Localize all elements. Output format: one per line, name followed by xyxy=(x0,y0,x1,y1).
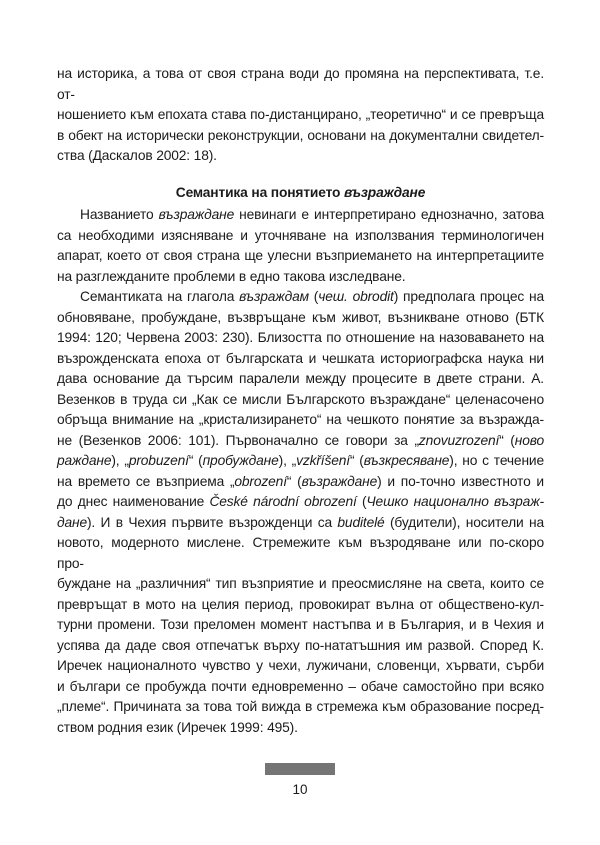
text-segment: дава основание да търсим паралели между процесите в двете страни. А. xyxy=(57,371,544,386)
emphasized-text: Чешко национално възраж- xyxy=(366,494,544,509)
text-segment: ) и по-точно известното и xyxy=(377,473,544,489)
text-line xyxy=(57,64,544,105)
text-segment: новото, модерното мислене. Стремежите към възродяване или по-скоро про- xyxy=(57,535,544,571)
text-segment: “ ( xyxy=(188,453,203,468)
text-segment: “ ( xyxy=(349,453,364,468)
emphasized-text: probuzení xyxy=(128,453,189,468)
emphasized-text: пробуждане xyxy=(202,453,279,468)
text-line xyxy=(57,226,544,247)
emphasized-text: раждане xyxy=(57,453,112,468)
text-segment: ством родния език (Иречек 1999: 495). xyxy=(57,719,298,735)
text-segment: обновяване, пробуждане, възвръщане към живот, възникване отново (БТК xyxy=(57,309,544,325)
text-line xyxy=(57,697,544,718)
emphasized-text: České národní obrození xyxy=(209,494,357,509)
text-segment: Семантика на понятието xyxy=(175,184,344,200)
text-segment: в обект на исторически реконструкции, основани на документални свидетел- xyxy=(57,127,544,143)
text-segment: буждане на „различния“ тип възприятие и преосмисляне на света, които се xyxy=(57,576,544,591)
text-segment: ), но с течение xyxy=(449,453,544,468)
emphasized-text: znovuzrození xyxy=(418,432,500,448)
text-segment: успява да даде своя отпечатък върху по-нататъшния им развой. Според К. xyxy=(57,637,544,653)
paragraph xyxy=(57,205,544,287)
page-number: 10 xyxy=(292,782,308,797)
text-segment: „племе“. Причината за това той вижда в стремежа към образование посред- xyxy=(57,699,544,714)
text-segment: Иречек националното чувство у чехи, лужичани, словенци, хървати, сърби xyxy=(57,658,544,673)
section-heading xyxy=(57,183,544,204)
text-line xyxy=(57,183,544,204)
text-segment: Семантиката на глагола xyxy=(80,289,240,304)
text-line xyxy=(57,246,544,267)
text-segment: ства (Даскалов 2002: 18). xyxy=(57,148,217,163)
text-line xyxy=(57,451,544,472)
emphasized-text: vzkříšení xyxy=(296,453,350,468)
text-segment: “ ( xyxy=(499,432,515,448)
text-segment: са необходими изясняване и уточняване на използвания терминологичен xyxy=(57,227,544,243)
text-segment: превръщат в мото на целия период, провокират вълна от обществено-кул- xyxy=(57,596,544,612)
text-segment: ношението към епохата става по-дистанцирано, „теоретично“ и се превръща xyxy=(57,107,544,122)
text-segment: “ ( xyxy=(286,473,302,489)
text-segment: обръща внимание на „кристализирането“ на чешкото понятие за възражда- xyxy=(57,412,544,427)
text-line xyxy=(57,410,544,431)
emphasized-text: чеш. obrodit xyxy=(318,289,394,304)
text-line xyxy=(57,656,544,677)
emphasized-text: възраждане xyxy=(158,207,235,222)
page-footer xyxy=(0,763,600,798)
text-line xyxy=(57,369,544,390)
text-segment: ), „ xyxy=(111,453,129,468)
text-segment: (будители), носители на xyxy=(384,514,544,530)
text-segment: ( xyxy=(356,494,367,509)
emphasized-text: възраждане xyxy=(301,473,378,489)
text-segment: 1994: 120; Червена 2003: 230). Близостта по отношение на назоваването на xyxy=(57,330,544,345)
emphasized-text: възраждам xyxy=(239,289,309,304)
text-segment: ) предполага процес на xyxy=(393,289,544,304)
emphasized-text: obrození xyxy=(234,473,287,489)
body-text xyxy=(57,64,544,738)
text-segment: на разглежданите проблеми в едно такова изследване. xyxy=(57,268,406,284)
emphasized-text: възраждане xyxy=(344,184,426,200)
text-segment: ( xyxy=(308,289,319,304)
text-line xyxy=(57,431,544,452)
text-segment: до днес наименование xyxy=(57,494,210,509)
text-segment: на времето се възприема „ xyxy=(57,473,235,489)
text-line xyxy=(57,492,544,513)
text-line xyxy=(57,513,544,534)
text-segment: Названието xyxy=(80,207,159,222)
text-line xyxy=(57,574,544,595)
text-segment: ), „ xyxy=(278,453,297,468)
text-segment: турни промени. Този преломен момент настъпва и в България, и в Чехия и xyxy=(57,617,544,632)
text-line xyxy=(57,205,544,226)
emphasized-text: дане xyxy=(57,514,87,530)
text-line xyxy=(57,126,544,147)
footer-decoration-bar xyxy=(265,763,335,775)
text-segment: на историка, а това от своя страна води до промяна на перспективата, т.е. от- xyxy=(57,66,544,102)
text-line xyxy=(57,349,544,370)
text-line xyxy=(57,615,544,636)
text-line xyxy=(57,390,544,411)
text-line xyxy=(57,267,544,288)
text-line xyxy=(57,146,544,167)
text-line xyxy=(57,105,544,126)
text-line xyxy=(57,718,544,739)
text-line xyxy=(57,677,544,698)
paragraph xyxy=(57,287,544,738)
paragraph xyxy=(57,64,544,167)
text-segment: ). И в Чехия първите възрожденци са xyxy=(86,514,338,530)
emphasized-text: buditelé xyxy=(337,514,385,530)
emphasized-text: възкресяване xyxy=(363,453,450,468)
text-segment: невинаги е интерпретирано еднозначно, затова xyxy=(234,207,544,222)
text-segment: и българи се пробужда почти едновременно – обаче самостойно при всяко xyxy=(57,678,544,694)
text-line xyxy=(57,533,544,574)
text-line xyxy=(57,636,544,657)
text-line xyxy=(57,472,544,493)
emphasized-text: ново xyxy=(514,432,544,448)
text-segment: не (Везенков 2006: 101). Първоначално се говори за „ xyxy=(57,432,419,448)
text-line xyxy=(57,287,544,308)
text-line xyxy=(57,308,544,329)
text-segment: Везенков в труда си „Как се мисли Българското възраждане“ целенасочено xyxy=(57,391,544,407)
text-line xyxy=(57,595,544,616)
text-segment: възрожденската епоха от българската и чешката историографска наука ни xyxy=(57,350,544,366)
text-segment: апарат, което от своя страна ще улесни възприемането на интерпретациите xyxy=(57,248,544,263)
text-line xyxy=(57,328,544,349)
